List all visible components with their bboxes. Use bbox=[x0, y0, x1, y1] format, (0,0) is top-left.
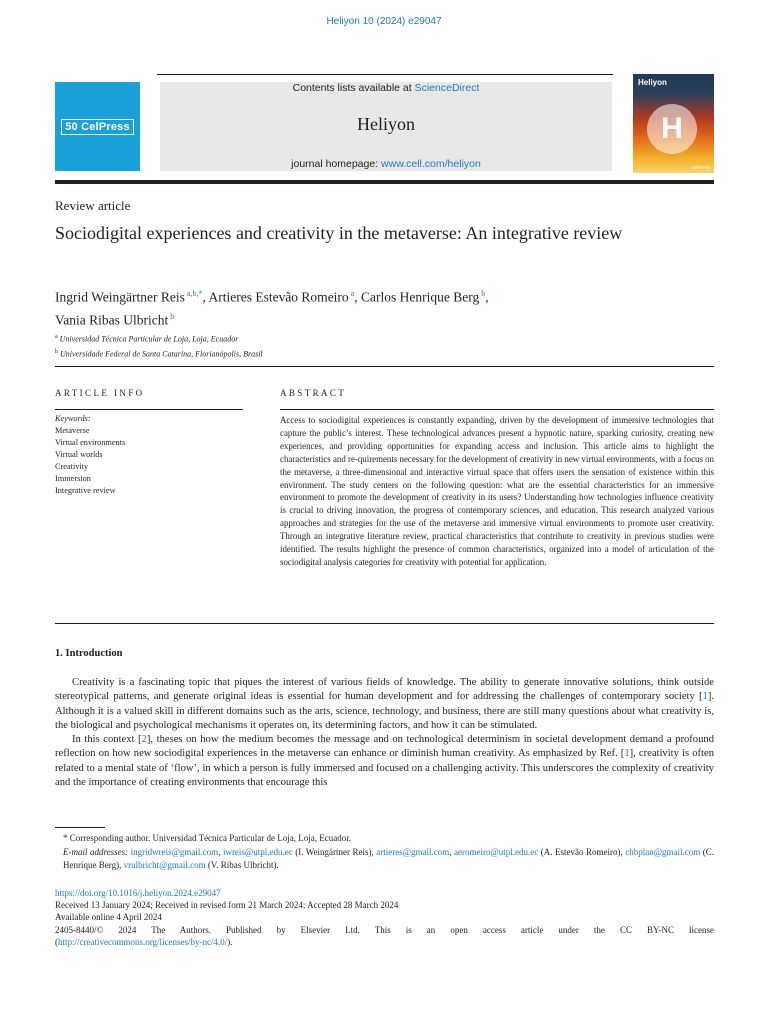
doi-link[interactable]: https://doi.org/10.1016/j.heliyon.2024.e29047 bbox=[55, 888, 221, 898]
cover-publisher: CellPress bbox=[690, 165, 710, 170]
license-link-line: (http://creativecommons.org/licenses/by-nc/4.0/). bbox=[55, 936, 233, 947]
author-list: Ingrid Weingärtner Reis $^{a,b,*}$, Artieres Estevão Romeiro $^a$, Carlos Henrique Berg $^b$, Vania Ribas Ulbricht $^b$ bbox=[55, 289, 489, 327]
paragraph: In this context [2], theses on how the medium becomes the message and on technological determinism in societal development demand a profound reflection on how new sociodigital experiences in the metaverse can enhance or diminish human creativity. As emphasized by Ref. [1], creativity is often related to a mental state of ‘flow’, in which a person is fully immersed and focused on a challenging activity. This underscores the complexity of creativity and the importance of creating environments that encourage this bbox=[55, 734, 714, 789]
cellpress-logo-text: 50 CelPress bbox=[61, 119, 134, 135]
keyword-item: Immersion bbox=[55, 474, 91, 483]
keyword-item: Integrative review bbox=[55, 486, 116, 495]
author-marks[interactable]: a bbox=[350, 289, 355, 298]
journal-title: Heliyon bbox=[357, 114, 415, 134]
cover-title: Heliyon bbox=[638, 78, 667, 87]
license-link[interactable]: http://creativecommons.org/licenses/by-nc/4.0/ bbox=[58, 936, 228, 947]
publication-info bbox=[55, 887, 714, 948]
abstract-text: Access to sociodigital experiences is constantly expanding, driven by the development of immersive technologies that capture the public’s interest. These technological advances present a hypnotic nature, sparking curiosity, creating new experiences, and providing opportunities for expanding access and inclusion. This article aims to highlight the characteristics and re-quirements necessary for the development of creativity in new virtual environments, with a focus on the metaverse, a three-dimensional and interactive virtual space that offers users the sensation of existence within this environment. The study centers on the following question: what are the essential characteristics for an immersive environment to promote the development of creativity in its users? Understanding how technologies influence creativity is crucial to driving innovation, the progress of contemporary sciences, and education. This research analyzed various approaches and strategies for the use of the metaverse and immersive virtual environments to promote user creativity. Through an integrative literature review, practical characteristics that contribute to creativity in previous studies were identified. The results highlight the presence of common characteristics, organized into a model of articulation of the sociodigital analysis categories for creativity with potential for application. bbox=[280, 415, 714, 567]
author-name: Vania Ribas Ulbricht bbox=[55, 312, 169, 327]
masthead-top-rule bbox=[157, 74, 613, 75]
email-link[interactable]: aeromeiro@utpl.edu.ec bbox=[454, 846, 539, 857]
introduction-body bbox=[55, 676, 714, 790]
abstract-rule bbox=[280, 409, 714, 410]
homepage-line bbox=[160, 158, 612, 170]
contents-prefix: Contents lists available at bbox=[292, 82, 415, 94]
author-marks[interactable]: a,b,* bbox=[186, 289, 203, 298]
abstract-end-rule bbox=[55, 623, 714, 624]
email-link[interactable]: artieres@gmail.com bbox=[376, 846, 450, 857]
abstract-heading: ABSTRACT bbox=[280, 388, 347, 398]
article-info-heading: ARTICLE INFO bbox=[55, 388, 145, 398]
paragraph: Creativity is a fascinating topic that piques the interest of various fields of knowledge. The ability to generate innovative solutions, think outside stereotypical patterns, and generate original ideas is essential for human development and for addressing the challenges of contemporary society [1]. Although it is a valued skill in different domains such as the arts, science, technology, and business, there are still many questions about what creativity is, the biological and psychological mechanisms it operates on, its determining factors, and how it can be stimulated. bbox=[55, 677, 714, 731]
article-info-rule bbox=[55, 409, 243, 410]
keywords-label: Keywords: bbox=[55, 414, 91, 423]
sciencedirect-link[interactable]: ScienceDirect bbox=[414, 82, 480, 94]
citation-link[interactable]: 1 bbox=[624, 748, 630, 760]
received-dates: Received 13 January 2024; Received in revised form 21 March 2024; Accepted 28 March 2024 bbox=[55, 900, 399, 911]
cellpress-logo[interactable] bbox=[55, 82, 140, 171]
author-marks[interactable]: b bbox=[170, 311, 175, 321]
affiliation-item: $^a$ Universidad Técnica Particular de Loja, Loja, Ecuador bbox=[55, 334, 239, 344]
available-online: Available online 4 April 2024 bbox=[55, 912, 162, 923]
journal-cover-image[interactable] bbox=[633, 74, 714, 173]
article-type: Review article bbox=[55, 198, 131, 213]
section-heading-introduction: 1. Introduction bbox=[55, 648, 123, 659]
license-statement: 2405-8440/© 2024 The Authors. Published by Elsevier Ltd. This is an open access article under the CC BY-NC license bbox=[55, 924, 714, 935]
keyword-item: Virtual environments bbox=[55, 438, 126, 447]
author-name: Carlos Henrique Berg bbox=[361, 289, 480, 305]
affiliations bbox=[55, 331, 263, 360]
keyword-item: Creativity bbox=[55, 462, 89, 471]
contents-line bbox=[160, 82, 612, 94]
header-thick-rule bbox=[55, 180, 714, 184]
footnote-rule bbox=[55, 827, 105, 828]
author-marks[interactable]: b bbox=[481, 289, 486, 298]
footnotes bbox=[55, 832, 714, 873]
email-link[interactable]: vrulbricht@gmail.com bbox=[123, 860, 206, 870]
email-addresses: E-mail addresses: ingridwreis@gmail.com, iwreis@utpl.edu.ec (I. Weingärtner Reis), artieres@gmail.com, aeromeiro@utpl.edu.ec (A. Estevão Romeiro), chbplan@gmail.com (C. Henrique Berg), vrulbricht@gmail.com (V. Ribas Ulbricht). bbox=[63, 846, 715, 870]
author-name: Ingrid Weingärtner Reis bbox=[55, 289, 185, 305]
affiliation-item: $^b$ Universidade Federal de Santa Catarina, Florianópolis, Brasil bbox=[55, 348, 263, 359]
author-name: Artieres Estevão Romeiro bbox=[208, 289, 349, 305]
email-link[interactable]: iwreis@utpl.edu.ec bbox=[222, 846, 293, 857]
keyword-item: Virtual worlds bbox=[55, 450, 103, 459]
email-link[interactable]: chbplan@gmail.com bbox=[625, 846, 701, 857]
journal-reference[interactable]: Heliyon 10 (2024) e29047 bbox=[326, 16, 442, 27]
cover-h-icon: H bbox=[647, 104, 697, 154]
citation-link[interactable]: 2 bbox=[141, 734, 147, 746]
homepage-link[interactable]: www.cell.com/heliyon bbox=[381, 158, 481, 170]
keyword-item: Metaverse bbox=[55, 426, 90, 435]
homepage-prefix: journal homepage: bbox=[291, 158, 382, 170]
article-title: Sociodigital experiences and creativity in the metaverse: An integrative review bbox=[55, 223, 623, 243]
citation-link[interactable]: 1 bbox=[702, 691, 708, 703]
email-link[interactable]: ingridwreis@gmail.com bbox=[130, 846, 219, 857]
section-rule bbox=[55, 366, 714, 367]
keywords-list bbox=[55, 425, 125, 497]
corresponding-author-note: * Corresponding author. Universidad Técnica Particular de Loja, Loja, Ecuador. bbox=[63, 833, 351, 843]
